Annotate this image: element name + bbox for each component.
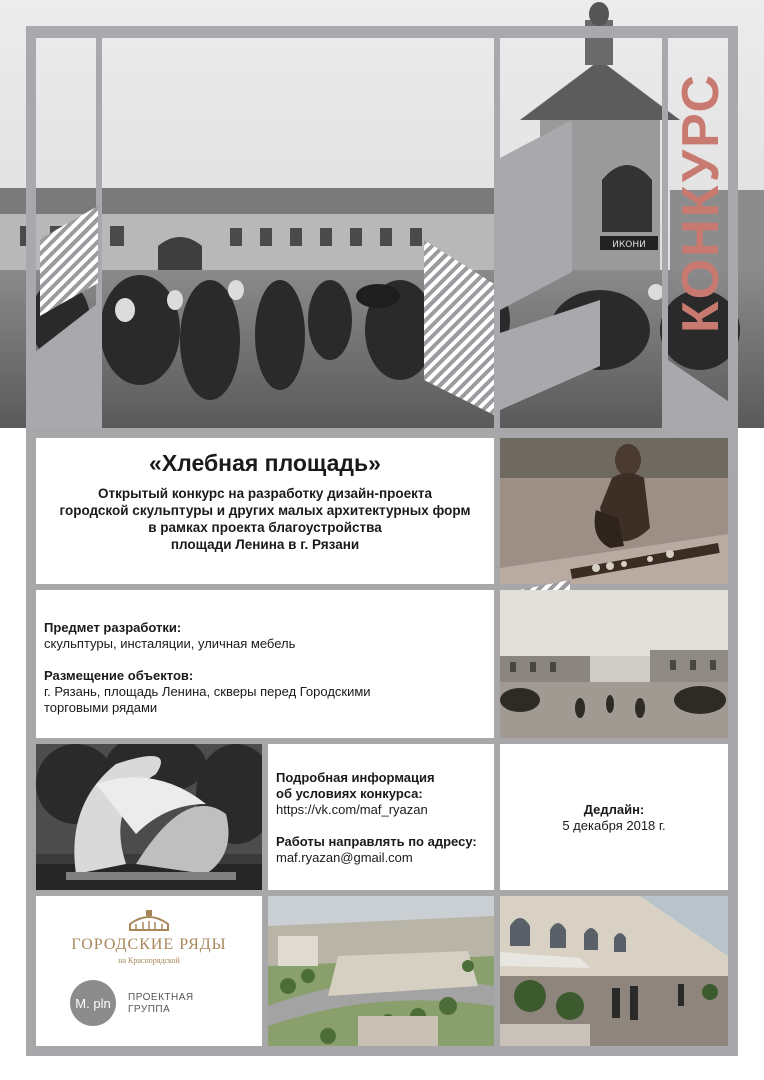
deadline-cell: [500, 744, 728, 890]
contest-title: «Хлебная площадь»: [149, 450, 381, 476]
info-url-link[interactable]: https://vk.com/maf_ryazan: [276, 802, 428, 817]
hero-historic-market-photo: [0, 0, 764, 428]
metal-sculpture-photo: [36, 744, 262, 890]
info-heading-line-1: Подробная информация: [276, 770, 435, 785]
deadline-date: 5 декабря 2018 г.: [562, 818, 666, 833]
historic-street-photo: [500, 590, 728, 738]
mpln-caption-line-1: ПРОЕКТНАЯ: [128, 992, 194, 1003]
placement-line-2: торговыми рядами: [44, 700, 158, 715]
subject-heading: Предмет разработки:: [44, 620, 182, 635]
bronze-sculpture-photo: [500, 438, 728, 584]
subtitle-line-3: в рамках проекта благоустройства: [148, 520, 382, 535]
contest-label-text: КОНКУРС: [672, 72, 730, 334]
send-heading: Работы направлять по адресу:: [276, 834, 477, 849]
aerial-render-photo: [268, 896, 494, 1046]
subtitle-line-2: городской скульптуры и других малых архитектурных форм: [59, 503, 471, 518]
title-block: [36, 440, 494, 553]
logo-main-text: ГОРОДСКИЕ РЯДЫ: [71, 936, 227, 953]
frame-top-band: [26, 26, 738, 38]
subtitle-line-1: Открытый конкурс на разработку дизайн-проекта: [98, 486, 432, 501]
arcade-render-photo: [500, 896, 728, 1046]
placement-heading: Размещение объектов:: [44, 668, 194, 683]
mpln-badge: [70, 980, 116, 1026]
send-email-link[interactable]: maf.ryazan@gmail.com: [276, 850, 413, 865]
hero-sign: ИКОНИ: [612, 240, 646, 250]
info-cell: [268, 744, 494, 890]
logo-sub-text: на Краснорядской: [118, 956, 180, 965]
subtitle-line-4: площади Ленина в г. Рязани: [170, 537, 360, 552]
frame-left-band: [26, 26, 36, 428]
gorodskie-ryady-logo-icon: [126, 908, 172, 934]
frame-vertical-divider-2: [494, 26, 500, 428]
info-heading-line-2: об условиях конкурса:: [276, 786, 423, 801]
logo-cell: [36, 896, 262, 1046]
subject-text: скульптуры, инсталяции, уличная мебель: [44, 636, 296, 651]
mpln-badge-text: M. pln: [75, 995, 111, 1011]
mpln-caption-line-2: ГРУППА: [128, 1004, 171, 1015]
vertical-contest-label: [668, 38, 734, 368]
placement-line-1: г. Рязань, площадь Ленина, скверы перед Городскими: [44, 684, 371, 699]
deadline-label: Дедлайн:: [583, 802, 645, 817]
subject-cell: [36, 590, 494, 738]
